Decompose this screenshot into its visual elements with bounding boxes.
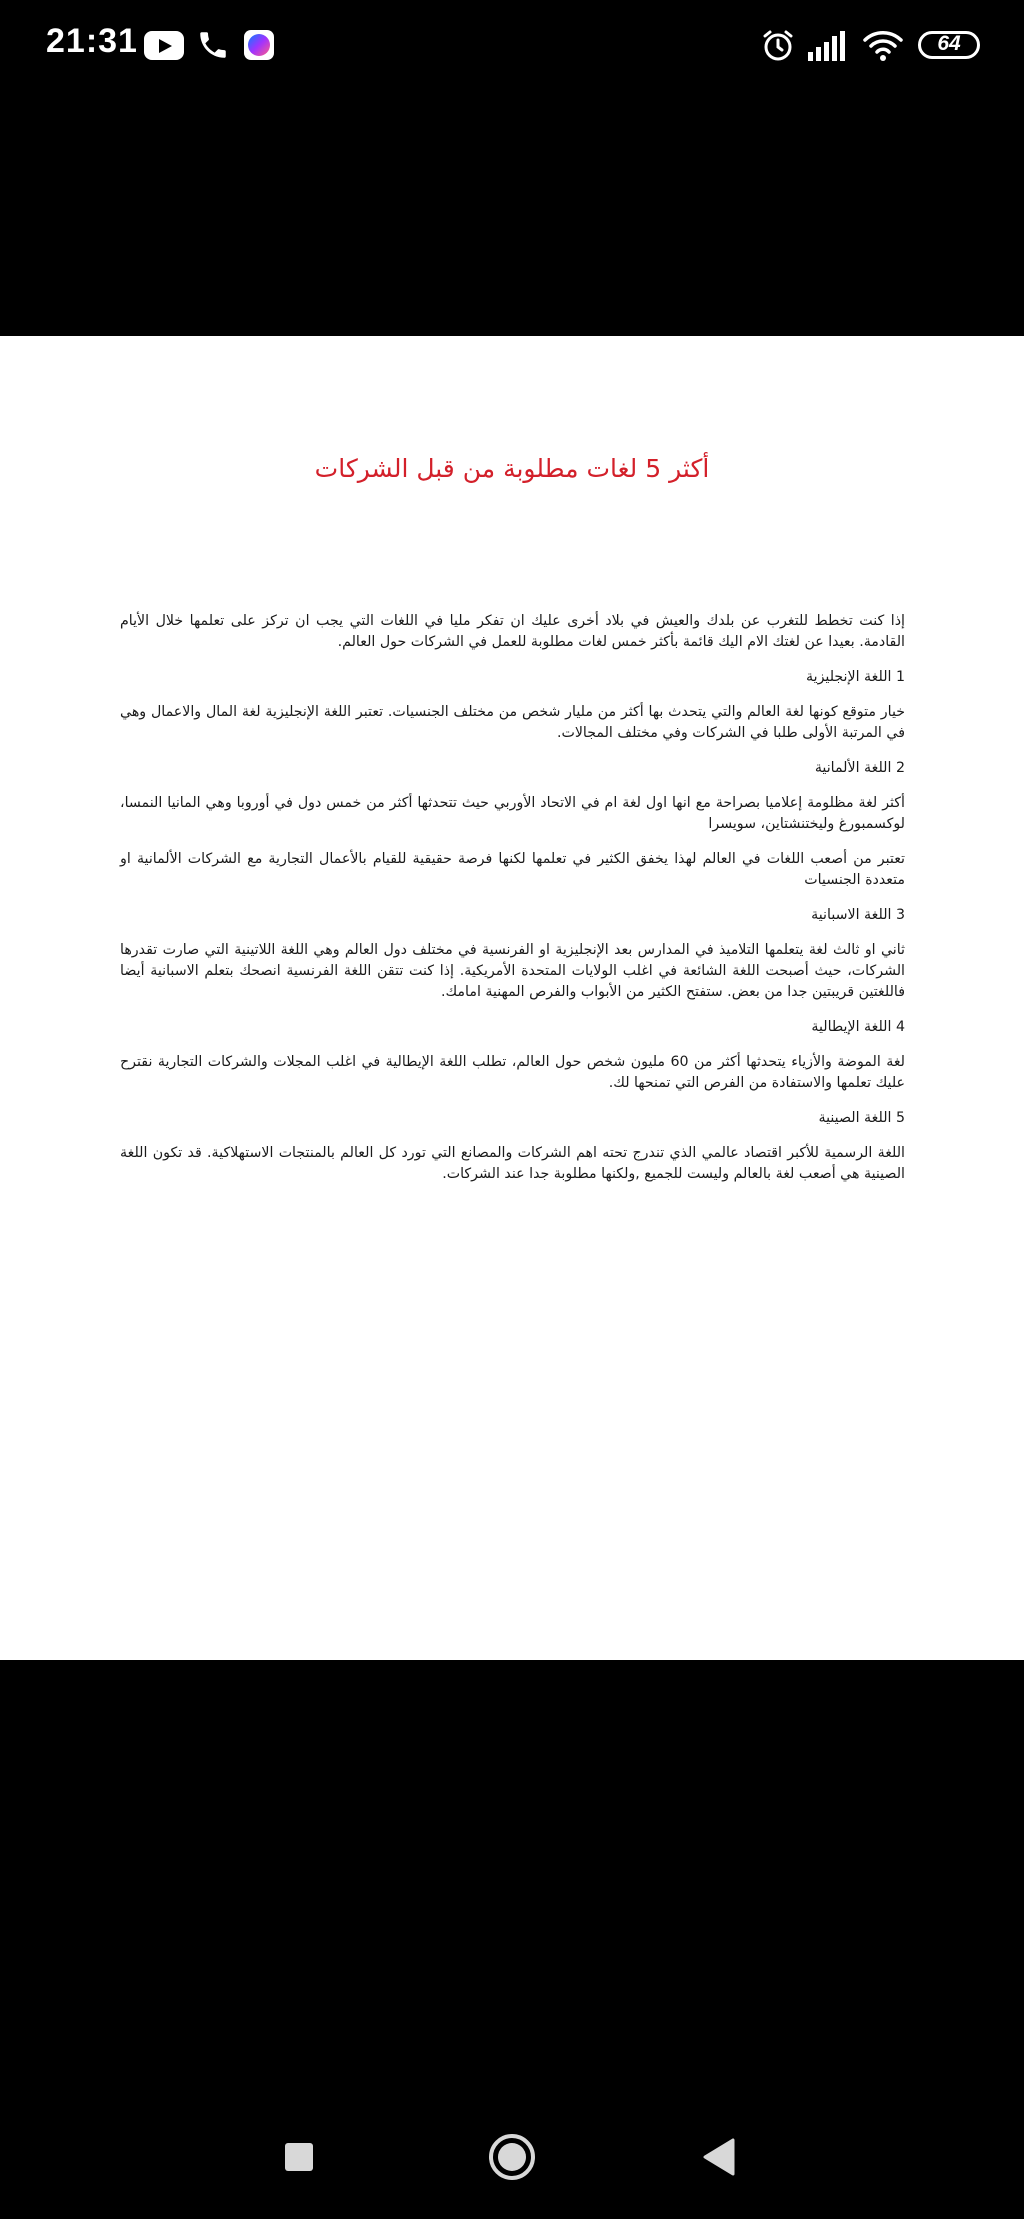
section-paragraph: اللغة الرسمية للأكبر اقتصاد عالمي الذي تندرج تحته اهم الشركات والمصانع التي تورد كل العالم بالمنتجات الاستهلاكية. قد تكون اللغة الصينية هي أصعب لغة بالعالم وليست للجميع ,ولكنها مطلوبة جدا عند الشركات. [120,1145,905,1182]
battery-icon [918,31,980,59]
navigation-bar [0,2100,1024,2219]
back-triangle-icon [705,2140,733,2174]
section-heading: 5 اللغة الصينية [818,1110,905,1126]
battery-level: 64 [937,32,961,55]
alarm-icon [760,28,796,64]
youtube-icon [144,31,184,60]
section-paragraph: تعتبر من أصعب اللغات في العالم لهذا يخفق الكثير في تعلمها لكنها فرصة حقيقية للقيام بالأعمال التجارية مع الشركات الألمانية او متعددة الجنسيات [120,851,905,888]
back-button[interactable] [685,2122,755,2192]
section-heading: 2 اللغة الألمانية [814,760,905,776]
document-body [120,611,905,1199]
section-paragraph: لغة الموضة والأزياء يتحدثها أكثر من 60 مليون شخص حول العالم، تطلب اللغة الإيطالية في اغلب المجلات والشركات التجارية نقترح عليك تعلمها والاستفادة من الفرص التي تمنحها لك. [120,1054,906,1091]
document-page[interactable] [0,336,1024,1660]
home-button[interactable] [477,2122,547,2192]
intro-paragraph: إذا كنت تخطط للتغرب عن بلدك والعيش في بلاد أخرى عليك ان تفكر مليا في اللغات التي يجب ان تركز على تعلمها خلال الأيام القادمة. بعيدا عن لغتك الام اليك قائمة بأكثر خمس لغات مطلوبة للعمل في الشركات حول العالم. [120,613,905,650]
section-paragraph: ثاني او ثالث لغة يتعلمها التلاميذ في المدارس بعد الإنجليزية او الفرنسية في مختلف دول العالم وهي اللغة اللاتينية التي صارت تقدرها الشركات، حيث أصبحت اللغة الشائعة في اغلب الولايات المتحدة الأمريكية. إذا كنت تتقن اللغة الفرنسية انصحك بتعلم الاسبانية أيضا فاللغتين قريبتين جدا من بعض. ستفتح الكثير من الأبواب والفرص المهنية امامك. [120,942,905,1000]
section-paragraph: خيار متوقع كونها لغة العالم والتي يتحدث بها أكثر من مليار شخص من مختلف الجنسيات. تعتبر اللغة الإنجليزية لغة المال والاعمال وهي في المرتبة الأولى طلبا في الشركات وفي مختلف المجالات. [120,704,905,741]
document-title: أكثر 5 لغات مطلوبة من قبل الشركات [314,454,710,483]
square-icon [285,2143,313,2171]
status-bar [0,0,1024,90]
recents-button[interactable] [264,2122,334,2192]
clock: 21:31 [46,22,138,60]
section-heading: 1 اللغة الإنجليزية [806,669,905,685]
signal-icon [806,30,848,62]
wifi-icon [862,28,904,62]
phone-icon [196,28,230,62]
section-heading: 3 اللغة الاسبانية [811,907,905,923]
section-heading: 4 اللغة الإيطالية [811,1019,905,1035]
messenger-icon [244,30,274,60]
section-paragraph: أكثر لغة مظلومة إعلاميا بصراحة مع انها اول لغة ام في الاتحاد الأوربي حيث تتحدثها أكثر من خمس دول في أوروبا وهي المانيا النمسا، لوكسمبورغ وليختنشتاين، سويسرا [120,795,905,832]
